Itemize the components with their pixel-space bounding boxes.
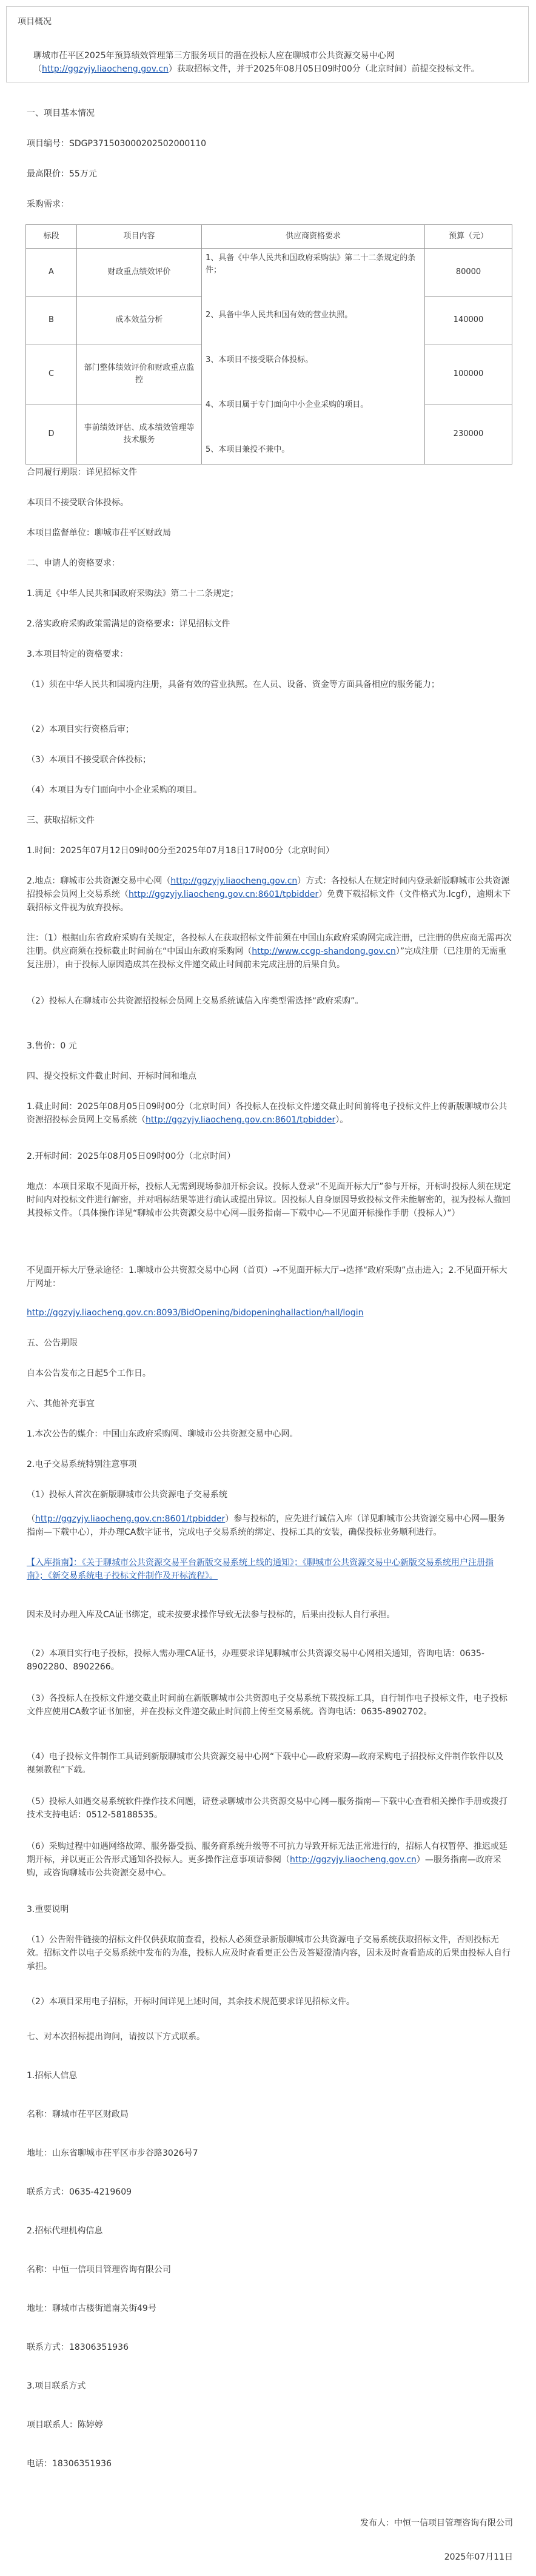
lot-cell: A (26, 249, 77, 297)
ccgp-shandong-link[interactable]: http://www.ccgp-shandong.gov.cn (252, 947, 396, 956)
buyer-title: 1.招标人信息 (27, 2071, 78, 2081)
requirement-item: 3、本项目不接受联合体投标。 (206, 355, 313, 364)
publisher: 发布人：中恒一信项目管理咨询有限公司 (360, 2518, 513, 2528)
max-price: 最高限价：55万元 (27, 169, 97, 179)
deadline-text-b: ）。 (335, 1115, 349, 1125)
note1-text-a: 注：（1）根据山东省政府采购有关规定，各投标人在获取招标文件前须在中国山东政府采购网完成注册，已注册的供应商无需再次注册。供应商须在投标截止时间前在“中国山东政府采购网（ (27, 933, 512, 956)
qualification-sub: （2）本项目实行资格后审； (27, 725, 134, 734)
system-notes-title: 2.电子交易系统特别注意事项 (27, 1460, 137, 1469)
bid-hall-access (27, 1264, 512, 1290)
system-item-4: （4）电子投标文件制作工具请到新版聊城市公共资源交易中心网“下载中心—政府采购—政府采购电子招投标文件制作软件以及视频教程”下载。 (27, 1752, 504, 1775)
guide-links[interactable]: 【入库指南】：《关于聊城市公共资源交易平台新版交易系统上线的通知》；《聊城市公共资源交易中心新版交易系统用户注册指南》；《新交易系统电子投标文件制作及开标流程》。 (27, 1558, 494, 1581)
item6-text-a: （6）采购过程中如遇网络故障、服务器受损、服务商系统升级等不可抗力导致开标无法正常进行的，招标人有权暂停、推迟或延期开标，并以更正公告形式通知各投标人。更多操作注意事项请参阅（ (27, 1842, 508, 1865)
acquire-note-2: （2）投标人在聊城市公共资源招投标会员网上交易系统诚信入库类型需选择“政府采购”。 (27, 996, 364, 1006)
qualification-sub: （3）本项目不接受联合体投标； (27, 755, 151, 765)
open-time: 2.开标时间：2025年08月05日09时00分（北京时间） (27, 1152, 236, 1161)
acquire-note-1 (27, 931, 512, 971)
item1-text-b: ）参与投标的，应先进行诚信入库（详见聊城市公共资源交易中心网—服务指南—下载中心），并办理CA数字证书，完成电子交易系统的绑定、投标工具的安装，确保投标业务顺利进行。 (27, 1514, 506, 1537)
deadline-text-a: 1.截止时间：2025年08月05日09时00分（北京时间）各投标人在投标文件递交截止时间前将电子投标文件上传新版聊城市公共资源招投标会员网上交易系统（ (27, 1102, 508, 1125)
requirement-item: 1、具备《中华人民共和国政府采购法》第二十二条规定的条件； (206, 253, 416, 275)
item1-tpbidder-link[interactable]: http://ggzyjy.liaocheng.gov.cn:8601/tpbidder (35, 1514, 226, 1524)
qualification-sub: （1）须在中华人民共和国境内注册，具备有效的营业执照。在人员、设备、资金等方面具备相应的服务能力； (27, 680, 440, 689)
system-item-1-guides (27, 1556, 512, 1583)
section4-title: 四、提交投标文件截止时间、开标时间和地点 (27, 1072, 196, 1081)
publish-media: 1.本次公告的媒介：中国山东政府采购网、聊城市公共资源交易中心网。 (27, 1429, 298, 1439)
requirement-item: 2、具备中华人民共和国有效的营业执照。 (206, 310, 353, 320)
requirements-cell (202, 249, 425, 465)
lot-cell: C (26, 344, 77, 404)
header-content: 项目内容 (77, 225, 202, 249)
note1-text-b: ）”完成注册（已注册的无需重复注册），由于投标人原因造成其在投标文件递交截止时间前未完成注册的后果自负。 (27, 947, 507, 970)
overview-body (33, 49, 518, 76)
bid-hall-url (27, 1306, 512, 1320)
overview-link[interactable]: http://ggzyjy.liaocheng.gov.cn (42, 64, 169, 74)
content-cell: 部门整体绩效评价和财政重点监控 (77, 344, 202, 404)
budget-cell: 230000 (425, 404, 512, 465)
item1-text-a: （ (27, 1514, 35, 1524)
content-cell: 事前绩效评估、成本绩效管理等技术服务 (77, 404, 202, 465)
header-requirements: 供应商资格要求 (202, 225, 425, 249)
requirements-list (206, 252, 421, 456)
agent-name: 名称：中恒一信项目管理咨询有限公司 (27, 2265, 171, 2275)
supervisor: 本项目监督单位：聊城市茌平区财政局 (27, 528, 171, 538)
budget-cell: 140000 (425, 297, 512, 344)
system-item-1 (27, 1512, 512, 1539)
project-overview-box (6, 6, 529, 82)
system-item-6 (27, 1840, 512, 1880)
no-consortium-note: 本项目不接受联合体投标。 (27, 498, 129, 508)
system-item-1-title: （1）投标人首次在新版聊城市公共资源电子交易系统 (27, 1490, 227, 1500)
contact-title: 3.项目联系方式 (27, 2381, 86, 2391)
item6-portal-link[interactable]: http://ggzyjy.liaocheng.gov.cn (290, 1855, 417, 1865)
place-text-c: ）免费下载招标文件（文件格式为.lcgf），逾期未下载招标文件视为放弃投标。 (27, 890, 511, 913)
important-item-1: （1）公告附件链接的招标文件仅供获取前查看，投标人必须登录新版聊城市公共资源电子交易系统获取招标文件，否则投标无效。招标文件以电子交易系统中发布的为准，投标人应及时查看更正公告及答疑澄清内容，因未及时查看造成的后果由投标人自行承担。 (27, 1935, 511, 1971)
qualification-item: 3.本项目特定的资格要求： (27, 649, 129, 659)
contact-phone: 电话：18306351936 (27, 2459, 112, 2469)
overview-text-1: 聊城市茌平区2025年预算绩效管理第三方服务项目的潜在投标人应在聊城市公共资源交易中心网（ (33, 51, 395, 74)
contract-period: 合同履行期限：详见招标文件 (27, 468, 137, 477)
contact-person: 项目联系人：陈婷婷 (27, 2420, 103, 2430)
buyer-name: 名称：聊城市茌平区财政局 (27, 2110, 129, 2119)
section7-title: 七、对本次招标提出询问，请按以下方式联系。 (27, 2032, 205, 2042)
section6-title: 六、其他补充事宜 (27, 1399, 95, 1409)
requirement-item: 4、本项目属于专门面向中小企业采购的项目。 (206, 400, 369, 409)
qualification-item: 2.落实政府采购政策需满足的资格要求：详见招标文件 (27, 619, 230, 629)
agent-address: 地址：聊城市古楼街道南关街49号 (27, 2304, 156, 2313)
section2-title: 二、申请人的资格要求： (27, 558, 120, 568)
deadline-tpbidder-link[interactable]: http://ggzyjy.liaocheng.gov.cn:8601/tpbidder (146, 1115, 336, 1125)
notice-period: 自本公告发布之日起5个工作日。 (27, 1369, 151, 1378)
lot-cell: B (26, 297, 77, 344)
budget-cell: 100000 (425, 344, 512, 404)
header-budget: 预算（元） (425, 225, 512, 249)
content-cell: 成本效益分析 (77, 297, 202, 344)
qualification-item: 1.满足《中华人民共和国政府采购法》第二十二条规定； (27, 589, 239, 599)
place-link-portal[interactable]: http://ggzyjy.liaocheng.gov.cn (170, 876, 298, 886)
system-item-1-note: 因未及时办理入库及CA证书绑定，或未按要求操作导致无法参与投标的，后果由投标人自行承担。 (27, 1610, 395, 1620)
important-item-2: （2）本项目采用电子招标，开标时间详见上述时间，其余技术规范要求详见招标文件。 (27, 1997, 355, 2007)
place-link-tpbidder[interactable]: http://ggzyjy.liaocheng.gov.cn:8601/tpbidder (129, 890, 319, 899)
item6-text-b: ）—服务指南—政府采购，或咨询聊城市公共资源交易中心。 (27, 1855, 501, 1878)
section3-title: 三、获取招标文件 (27, 816, 95, 825)
overview-title: 项目概况 (18, 17, 52, 27)
system-item-2: （2）本项目实行电子投标，投标人需办理CA证书，办理要求详见聊城市公共资源交易中心网相关通知，咨询电话：0635-8902280、8902266。 (27, 1649, 484, 1672)
system-item-5: （5）投标人如遇交易系统软件操作技术问题，请登录聊城市公共资源交易中心网—服务指南—下载中心查看相关操作手册或拨打技术支持电话：0512-58188535。 (27, 1797, 508, 1820)
important-title: 3.重要说明 (27, 1905, 69, 1914)
system-item-3: （3）各投标人在投标文件递交截止时间前在新版聊城市公共资源电子交易系统下载投标工具，自行制作电子投标文件，电子投标文件应使用CA数字证书加密，并在投标文件递交截止时间前上传至交易系统。咨询电话：0635-8902702。 (27, 1694, 508, 1717)
project-number: 项目编号：SDGP371503000202502000110 (27, 139, 207, 149)
budget-cell: 80000 (425, 249, 512, 297)
requirement-item: 5、本项目兼投不兼中。 (206, 445, 290, 454)
agent-phone: 联系方式：18306351936 (27, 2343, 129, 2352)
overview-text-2: ）获取招标文件，并于2025年08月05日09时00分（北京时间）前提交投标文件。 (168, 64, 480, 74)
lot-cell: D (26, 404, 77, 465)
procurement-table (25, 224, 512, 465)
section1-title: 一、项目基本情况 (27, 109, 95, 118)
open-place: 地点：本项目采取不见面开标，投标人无需到现场参加开标会议。投标人登录“不见面开标大厅”参与开标，开标时投标人须在规定时间内对投标文件进行解密，并对唱标结果等进行确认或提出异议。因投标人自身原因导致投标文件未能解密的，视为投标人撤回其投标文件。（具体操作详见“聊城市公共资源交易中心网—服务指南—下载中心—不见面开标操作手册（投标人）”） (27, 1182, 511, 1218)
demand-label: 采购需求： (27, 200, 69, 209)
place-text-a: 2.地点：聊城市公共资源交易中心网（ (27, 876, 171, 886)
bid-hall-link[interactable]: http://ggzyjy.liaocheng.gov.cn:8093/BidOpening/bidopeninghallaction/hall/login (27, 1308, 364, 1318)
section5-title: 五、公告期限 (27, 1338, 78, 1348)
qualification-sub: （4）本项目为专门面向中小企业采购的项目。 (27, 785, 202, 795)
deadline (27, 1100, 512, 1127)
buyer-address: 地址：山东省聊城市茌平区市步谷路3026号7 (27, 2148, 198, 2158)
hall-text: 不见面开标大厅登录途径：1.聊城市公共资源交易中心网（首页）→不见面开标大厅→选择“政府采购”点击进入；2.不见面开标大厅网址： (27, 1266, 508, 1289)
header-lot: 标段 (26, 225, 77, 249)
table-row (26, 249, 512, 297)
content-cell: 财政重点绩效评价 (77, 249, 202, 297)
buyer-phone: 联系方式：0635-4219609 (27, 2187, 132, 2197)
table-header-row (26, 225, 512, 249)
agent-title: 2.招标代理机构信息 (27, 2226, 103, 2236)
place-text-b: ）方式：各投标人在规定时间内登录新版聊城市公共资源招投标会员网上交易系统（ (27, 876, 510, 899)
publish-date: 2025年07月11日 (444, 2552, 513, 2562)
price: 3.售价：0 元 (27, 1041, 77, 1051)
acquire-place (27, 874, 512, 914)
acquire-time: 1.时间：2025年07月12日09时00分至2025年07月18日17时00分（北京时间） (27, 846, 335, 856)
